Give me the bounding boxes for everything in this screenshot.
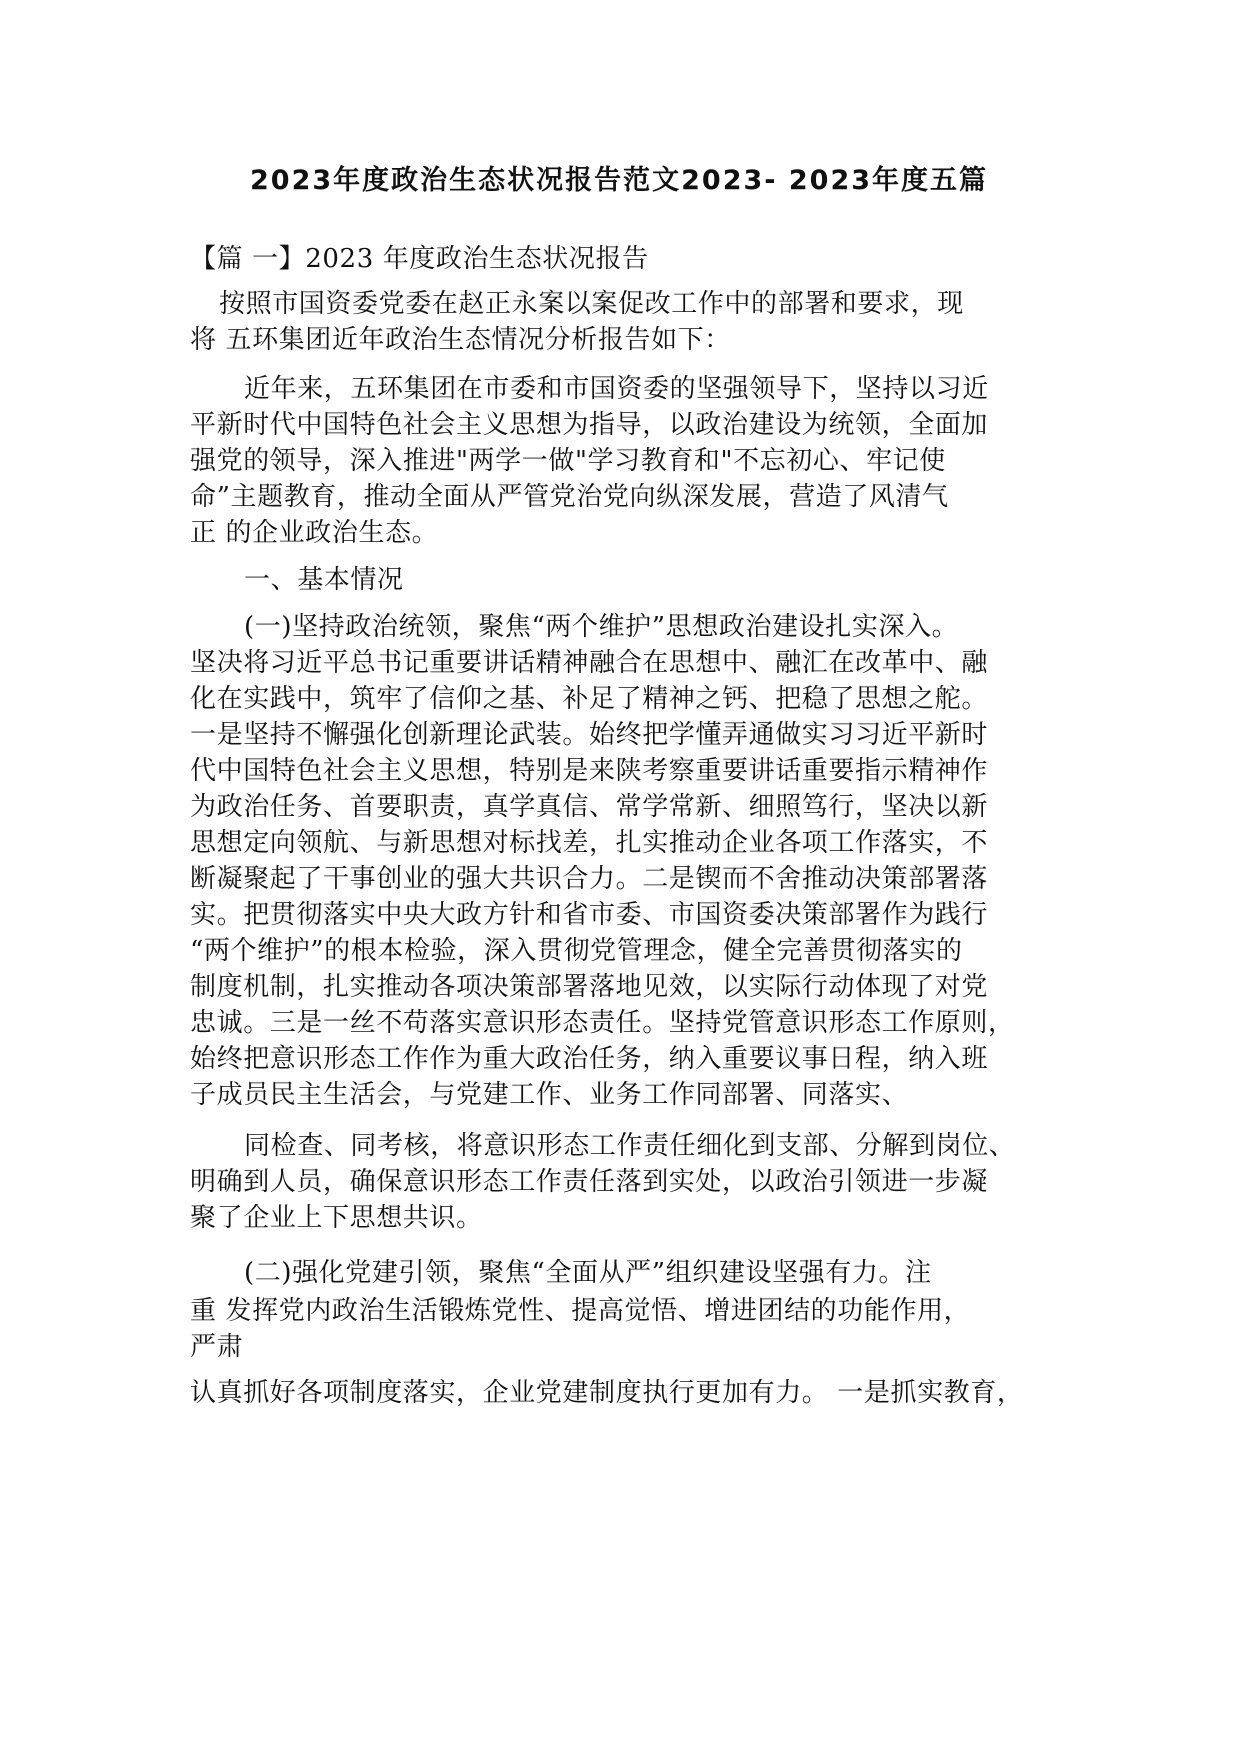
text-line: 始终把意识形态工作作为重大政治任务，纳入重要议事日程，纳入班	[190, 1044, 989, 1074]
text-line: 平新时代中国特色社会主义思想为指导，以政治建设为统领，全面加	[190, 410, 989, 440]
text-line: 明确到人员，确保意识形态工作责任落到实处，以政治引领进一步凝	[190, 1167, 989, 1197]
text-line: 化在实践中，筑牢了信仰之基、补足了精神之钙、把稳了思想之舵。	[190, 684, 989, 714]
text-line: 将 五环集团近年政治生态情况分析报告如下：	[190, 325, 731, 355]
text-line: (一)坚持政治统领，聚焦“两个维护”思想政治建设扎实深入。	[244, 612, 959, 642]
text-line: 命”主题教育，推动全面从严管党治党向纵深发展，营造了风清气	[190, 482, 949, 512]
text-line: 严肃	[190, 1332, 244, 1362]
page-title: 2023年度政治生态状况报告范文2023- 2023年度五篇	[250, 165, 989, 196]
text-line: 断凝聚起了干事创业的强大共识合力。二是锲而不舍推动决策部署落	[190, 864, 989, 894]
text-line: 思想定向领航、与新思想对标找差，扎实推动企业各项工作落实，不	[190, 828, 989, 858]
text-line: 为政治任务、首要职责，真学真信、常学常新、细照笃行，坚决以新	[190, 792, 989, 822]
text-line: 代中国特色社会主义思想，特别是来陕考察重要讲话重要指示精神作	[190, 756, 989, 786]
text-line: 一是坚持不懈强化创新理论武装。始终把学懂弄通做实习习近平新时	[190, 720, 989, 750]
subheading: 一、基本情况	[244, 565, 404, 595]
text-line: 按照市国资委党委在赵正永案以案促改工作中的部署和要求，现	[219, 289, 964, 319]
text-line: 坚决将习近平总书记重要讲话精神融合在思想中、融汇在改革中、融	[190, 648, 989, 678]
text-line: (二)强化党建引领，聚焦“全面从严”组织建设坚强有力。注	[244, 1258, 932, 1288]
section-heading: 【篇 一】2023 年度政治生态状况报告	[190, 244, 649, 274]
text-line: 强党的领导，深入推进"两学一做"学习教育和"不忘初心、牢记使	[190, 446, 946, 476]
text-line: 聚了企业上下思想共识。	[190, 1203, 483, 1233]
text-line: “两个维护”的根本检验，深入贯彻党管理念，健全完善贯彻落实的	[190, 936, 963, 966]
text-line: 忠诚。三是一丝不苟落实意识形态责任。坚持党管意识形态工作原则，	[190, 1008, 1015, 1038]
text-line: 同检查、同考核，将意识形态工作责任细化到支部、分解到岗位、	[244, 1131, 1016, 1161]
text-line: 正 的企业政治生态。	[190, 518, 439, 548]
text-line: 实。把贯彻落实中央大政方针和省市委、市国资委决策部署作为践行	[190, 900, 989, 930]
text-line: 制度机制，扎实推动各项决策部署落地见效，以实际行动体现了对党	[190, 972, 989, 1002]
text-line: 认真抓好各项制度落实，企业党建制度执行更加有力。 一是抓实教育，	[190, 1378, 1024, 1408]
text-line: 重 发挥党内政治生活锻炼党性、提高觉悟、增进团结的功能作用，	[190, 1296, 971, 1326]
text-line: 近年来，五环集团在市委和市国资委的坚强领导下，坚持以习近	[244, 374, 989, 404]
text-line: 子成员民主生活会，与党建工作、业务工作同部署、同落实、	[190, 1080, 909, 1110]
